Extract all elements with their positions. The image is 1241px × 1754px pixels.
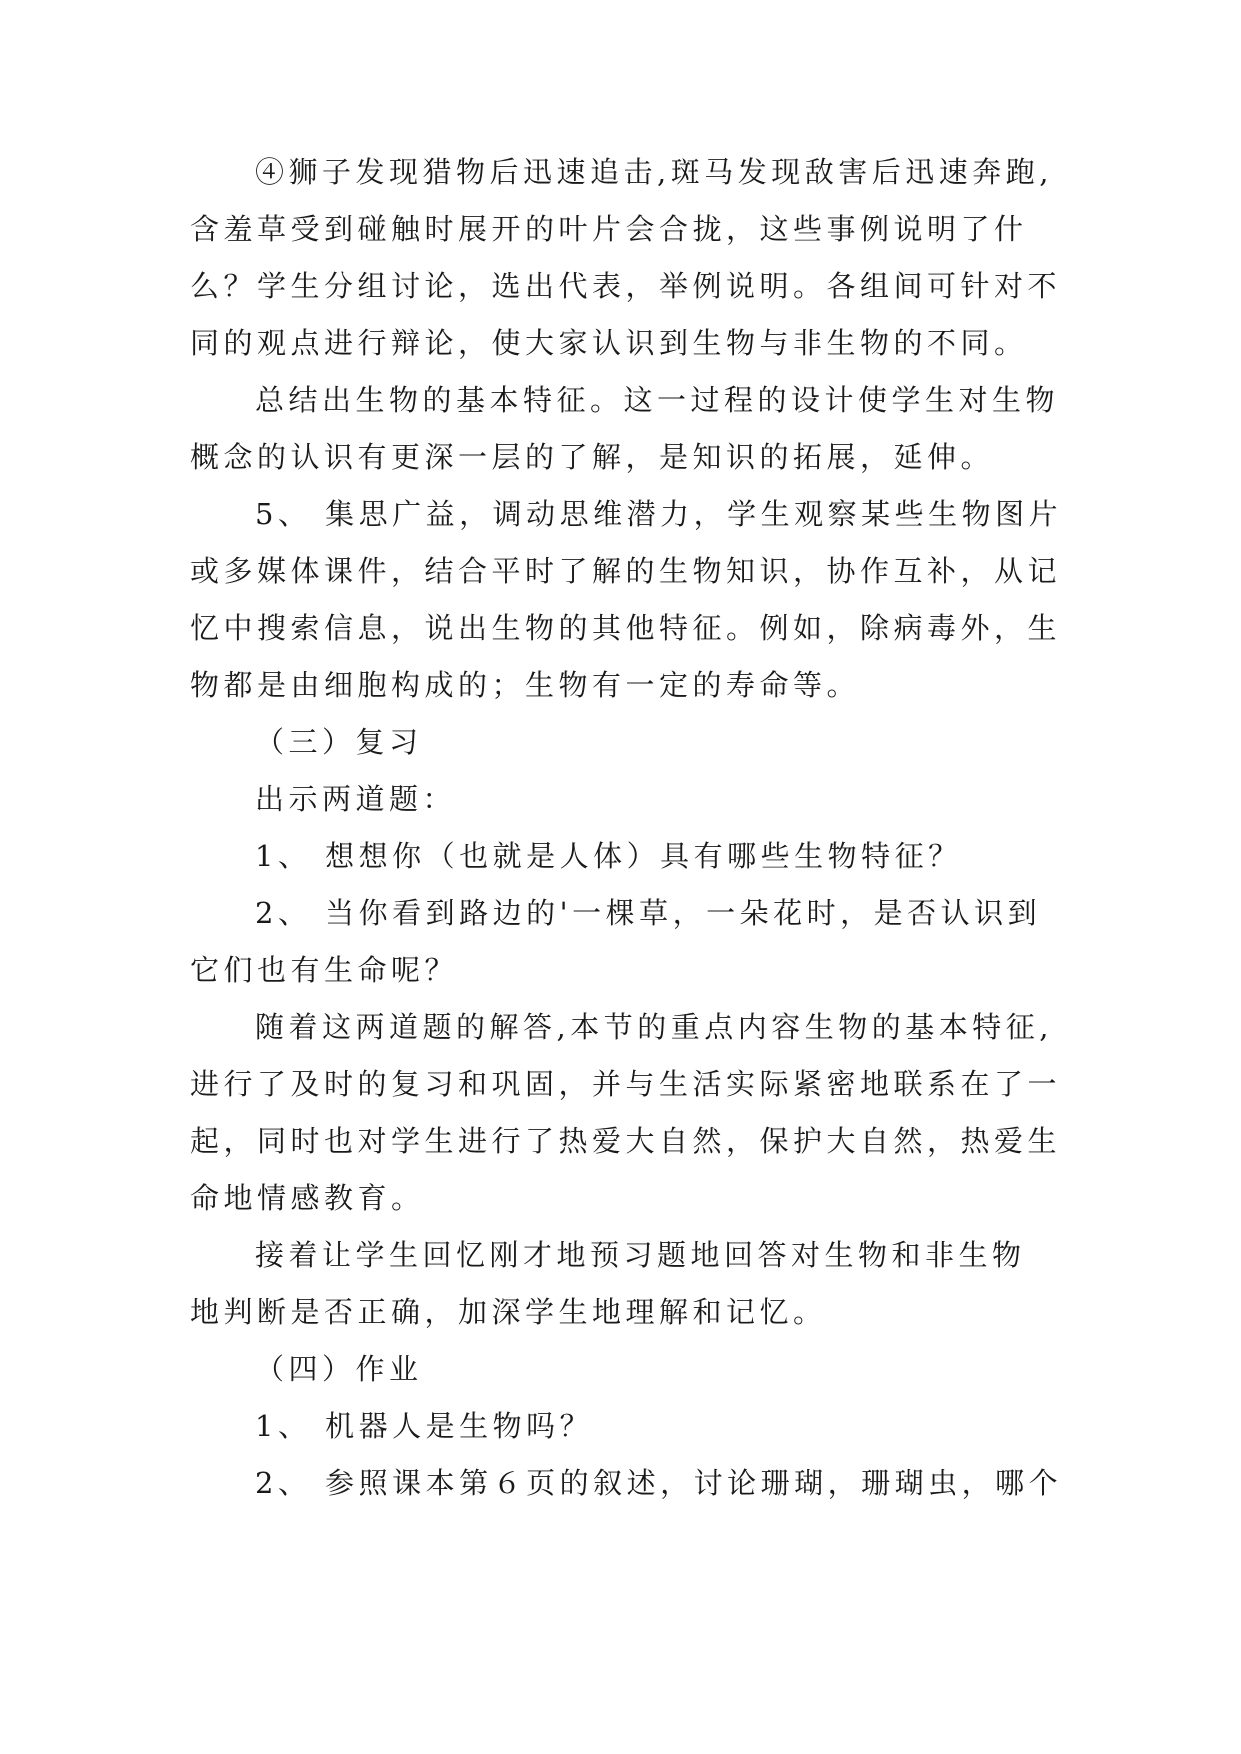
homework-1: 1、 机器人是生物吗？ <box>255 1409 594 1443</box>
text-line-10: 物都是由细胞构成的；生物有一定的寿命等。 <box>190 668 861 702</box>
text-line-18: 起，同时也对学生进行了热爱大自然，保护大自然，热爱生 <box>190 1124 1062 1158</box>
text-line-19: 命地情感教育。 <box>190 1181 425 1215</box>
section-heading-homework: （四）作业 <box>255 1352 423 1386</box>
section-heading-review: （三）复习 <box>255 725 423 759</box>
text-line-8: 或多媒体课件，结合平时了解的生物知识，协作互补，从记 <box>190 554 1062 588</box>
text-line-12: 出示两道题： <box>255 782 457 816</box>
text-line-20: 接着让学生回忆刚才地预习题地回答对生物和非生物 <box>255 1238 1026 1272</box>
text-line-7: 5、 集思广益，调动思维潜力，学生观察某些生物图片 <box>255 497 1063 531</box>
text-line-5: 总结出生物的基本特征。这一过程的设计使学生对生物 <box>255 383 1060 417</box>
question-1: 1、 想想你（也就是人体）具有哪些生物特征？ <box>255 839 962 873</box>
homework-2: 2、 参照课本第６页的叙述，讨论珊瑚，珊瑚虫，哪个 <box>255 1466 1063 1500</box>
question-2: 2、 当你看到路边的'一棵草，一朵花时，是否认识到 <box>255 896 1042 930</box>
text-line-3: 么？学生分组讨论，选出代表，举例说明。各组间可针对不 <box>190 269 1062 303</box>
text-line-21: 地判断是否正确，加深学生地理解和记忆。 <box>190 1295 827 1329</box>
text-line-16: 随着这两道题的解答,本节的重点内容生物的基本特征, <box>255 1010 1053 1044</box>
text-line-9: 忆中搜索信息，说出生物的其他特征。例如，除病毒外，生 <box>190 611 1062 645</box>
text-line-1: ④狮子发现猎物后迅速追击,斑马发现敌害后迅速奔跑, <box>255 155 1053 189</box>
text-line-17: 进行了及时的复习和巩固，并与生活实际紧密地联系在了一 <box>190 1067 1062 1101</box>
text-line-15: 它们也有生命呢？ <box>190 953 459 987</box>
text-line-2: 含羞草受到碰触时展开的叶片会合拢，这些事例说明了什 <box>190 212 1028 246</box>
text-line-6: 概念的认识有更深一层的了解，是知识的拓展，延伸。 <box>190 440 995 474</box>
text-line-4: 同的观点进行辩论，使大家认识到生物与非生物的不同。 <box>190 326 1028 360</box>
